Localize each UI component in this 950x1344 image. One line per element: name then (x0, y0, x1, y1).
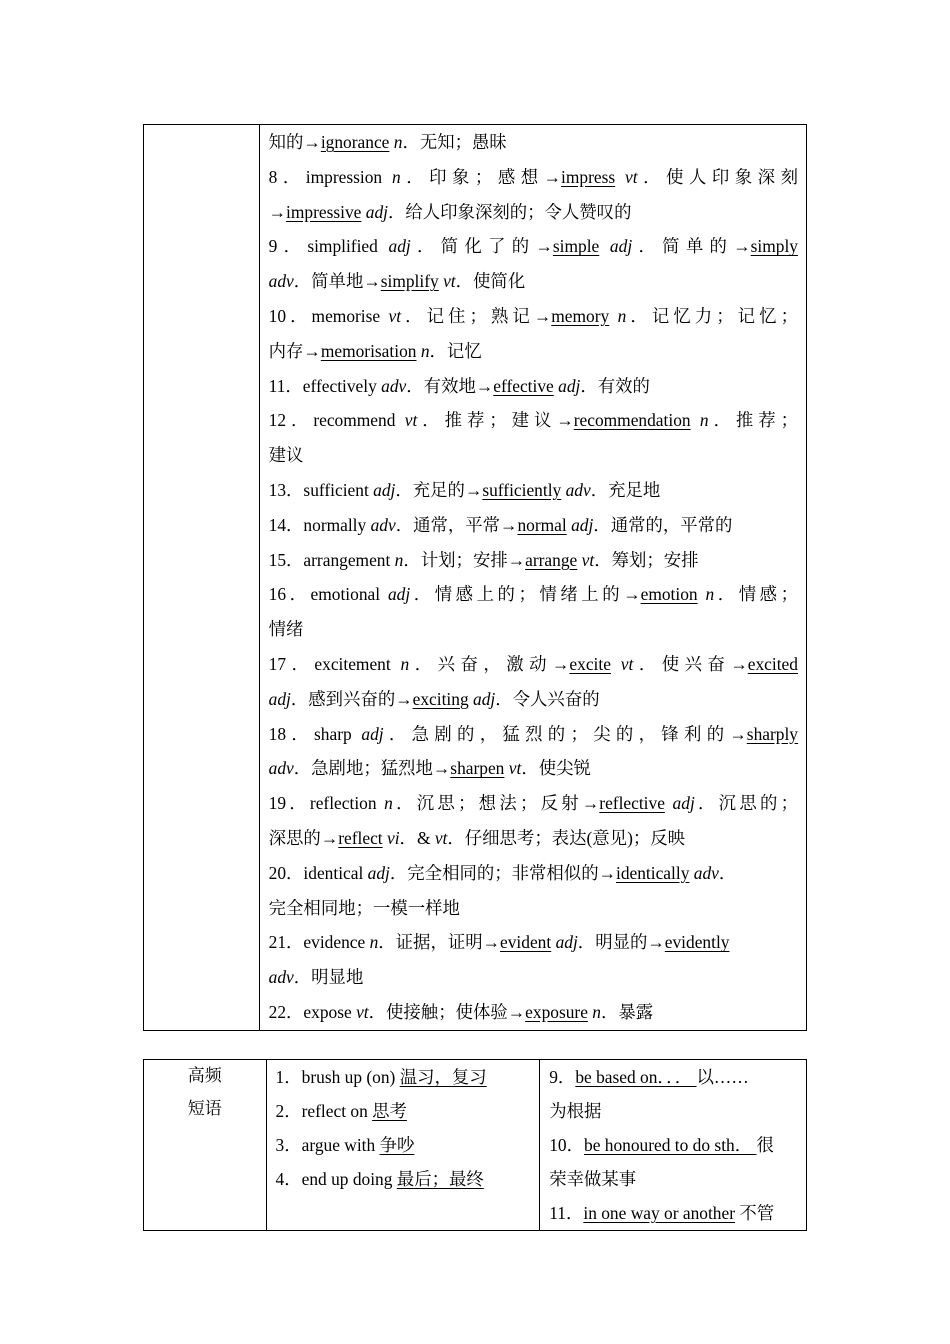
text-segment: 很 (756, 1135, 774, 1155)
text-segment: 8．impression (268, 166, 392, 187)
text-segment: ．推荐；建议→ (417, 410, 574, 431)
vocab-line (269, 856, 798, 891)
vocabulary-table (143, 124, 807, 1031)
text-segment: ．充足地 (590, 479, 661, 500)
phrase-line (549, 1128, 798, 1162)
text-segment: 不管 (735, 1203, 775, 1223)
vocab-line (269, 751, 798, 786)
text-segment: ．仔细思考；表达(意见)；反映 (447, 827, 686, 848)
text-segment: 1．brush up (on) (275, 1067, 400, 1087)
vocab-line (269, 369, 798, 404)
text-segment: 15．arrangement (268, 549, 395, 570)
phrase-line (276, 1094, 532, 1128)
answer-blank: identically (615, 862, 690, 883)
text-segment: 11．effectively (268, 375, 382, 396)
text-segment: 情绪 (268, 619, 304, 640)
phrase-line (276, 1060, 532, 1094)
part-of-speech: adv (268, 967, 294, 988)
part-of-speech: adj (473, 688, 496, 709)
answer-blank: memory (551, 305, 610, 326)
part-of-speech: adj (361, 723, 384, 744)
text-segment: ．完全相同的；非常相似的→ (389, 862, 616, 883)
part-of-speech: adj (387, 584, 411, 605)
text-segment: ．情感； (714, 584, 798, 605)
vocab-line (269, 334, 798, 369)
answer-blank: evidently (664, 932, 730, 953)
part-of-speech: vt (404, 410, 418, 431)
vocab-line (269, 647, 798, 682)
answer-blank: in one way or another (583, 1203, 735, 1223)
text-segment: ．感到兴奋的→ (290, 688, 413, 709)
text-segment: ．记住；熟记→ (401, 305, 552, 326)
part-of-speech: vt (443, 271, 456, 292)
part-of-speech: vt (434, 827, 448, 848)
answer-blank: recommendation (573, 410, 691, 431)
part-of-speech: n (391, 166, 401, 187)
text-segment: ．通常，平常→ (395, 514, 518, 535)
text-segment: ．印象；感想→ (400, 166, 562, 187)
text-segment: ．通常的，平常的 (593, 514, 733, 535)
phrase-line (276, 1162, 532, 1196)
part-of-speech: n (394, 549, 404, 570)
text-segment (698, 584, 706, 604)
vocab-content-cell (259, 125, 806, 1031)
vocab-line (269, 925, 798, 960)
part-of-speech: adv (693, 862, 719, 883)
text-segment: 12．recommend (268, 410, 405, 431)
text-segment: 建议 (268, 445, 304, 466)
phrases-right-cell (540, 1060, 807, 1231)
part-of-speech: vt (508, 758, 522, 779)
text-segment (691, 410, 700, 430)
answer-blank: simplify (380, 271, 439, 292)
text-segment (609, 306, 617, 326)
text-segment: 10． (549, 1135, 585, 1155)
part-of-speech: adj (367, 862, 390, 883)
vocab-line (269, 264, 798, 299)
vocab-label-cell (144, 125, 260, 1031)
text-segment: ．充足的→ (395, 479, 483, 500)
vocab-line (269, 473, 798, 508)
text-segment: ．简单的→ (632, 236, 751, 257)
phrase-list-left (276, 1060, 532, 1196)
answer-blank: simply (750, 236, 798, 257)
text-segment: ．令人兴奋的 (495, 688, 600, 709)
answer-blank: be honoured to do sth． (584, 1135, 757, 1155)
answer-blank: 温习，复习 (399, 1067, 487, 1087)
answer-blank: impressive (286, 201, 362, 222)
text-segment (611, 654, 621, 674)
part-of-speech: vt (625, 166, 638, 187)
answer-blank: simple (552, 236, 600, 257)
answer-blank: excite (569, 653, 611, 674)
answer-blank: exciting (412, 688, 469, 709)
part-of-speech: adj (609, 236, 633, 257)
text-segment: ．简化了的→ (410, 236, 553, 257)
text-segment: ．使尖锐 (521, 758, 591, 779)
part-of-speech: n (699, 410, 709, 431)
answer-blank: ignorance (320, 132, 390, 152)
phrases-label-line1: 高频 (187, 1066, 222, 1086)
text-segment: 17．excitement (268, 653, 401, 674)
vocab-line (269, 125, 798, 160)
phrase-line (549, 1196, 798, 1230)
part-of-speech: vt (581, 549, 595, 570)
text-segment: ．& (399, 827, 435, 848)
text-segment: ．无知；愚昧 (402, 132, 507, 152)
text-segment: ．筹划；安排 (594, 549, 699, 570)
text-segment: 20．identical (268, 862, 368, 883)
answer-blank: impress (561, 166, 616, 187)
text-segment: ．急剧的，猛烈的；尖的，锋利的→ (383, 723, 747, 744)
text-segment: ．使人印象深刻 (637, 166, 798, 187)
text-segment: ．记忆力；记忆； (626, 305, 798, 326)
text-segment: ．明显的→ (577, 932, 665, 953)
answer-blank: arrange (525, 549, 578, 570)
part-of-speech: n (617, 305, 627, 326)
phrase-line (549, 1094, 798, 1128)
text-segment: 9．simplified (268, 236, 389, 257)
vocab-line (269, 438, 798, 473)
part-of-speech: adj (558, 375, 581, 396)
vocab-line (269, 786, 798, 821)
part-of-speech: n (705, 584, 715, 605)
part-of-speech: adj (555, 932, 578, 953)
part-of-speech: vi (386, 827, 400, 848)
text-segment: 荣幸做某事 (549, 1169, 637, 1189)
text-segment (665, 793, 673, 813)
answer-blank: reflective (599, 793, 665, 814)
vocab-line (269, 717, 798, 752)
vocab-line (269, 508, 798, 543)
text-segment: 完全相同地；一模一样地 (268, 897, 460, 918)
part-of-speech: n (393, 132, 403, 152)
answer-blank: exposure (525, 1001, 588, 1022)
text-segment: ．使兴奋→ (633, 653, 748, 674)
vocab-line (269, 995, 798, 1030)
vocab-line (269, 229, 798, 264)
text-segment: ．沉思的； (694, 793, 798, 814)
answer-blank: excited (747, 653, 798, 674)
text-segment: 18．sharp (268, 723, 362, 744)
answer-blank: 思考 (372, 1101, 407, 1121)
answer-blank: be based on．．． (575, 1067, 697, 1087)
phrases-label-line2: 短语 (187, 1099, 222, 1119)
text-segment: 11． (549, 1203, 584, 1223)
vocab-line (269, 821, 798, 856)
answer-blank: emotion (640, 584, 698, 605)
part-of-speech: adv (268, 271, 294, 292)
text-segment: → (268, 201, 287, 222)
text-segment: 为根据 (549, 1101, 602, 1121)
part-of-speech: n (384, 793, 393, 814)
text-segment: 16．emotional (268, 584, 388, 605)
text-segment: 10．memorise (268, 305, 389, 326)
text-segment: 知的→ (268, 132, 321, 152)
vocab-line (269, 160, 798, 195)
part-of-speech: adj (268, 688, 291, 709)
text-segment: ．急剧地；猛烈地→ (293, 758, 451, 779)
text-segment: 以…… (696, 1067, 749, 1087)
phrase-line (549, 1162, 798, 1196)
text-segment: 内存→ (268, 340, 321, 361)
part-of-speech: adv (370, 514, 396, 535)
vocab-line (269, 195, 798, 230)
text-segment: ．沉思；想法；反射→ (392, 793, 600, 814)
text-segment: ．明显地 (293, 967, 364, 988)
text-segment: ．使接触；使体验→ (368, 1001, 526, 1022)
vocab-line (269, 891, 798, 926)
vocab-line (269, 403, 798, 438)
text-segment: 21．evidence (268, 932, 370, 953)
part-of-speech: adj (388, 236, 411, 257)
text-segment (615, 167, 625, 187)
phrases-label-cell (144, 1060, 267, 1231)
text-segment: ．情感上的；情绪上的→ (410, 584, 641, 605)
answer-blank: normal (517, 514, 567, 535)
part-of-speech: adj (672, 793, 695, 814)
text-segment: 14．normally (268, 514, 371, 535)
text-segment: ．兴奋，激动→ (409, 653, 570, 674)
answer-blank: memorisation (320, 340, 417, 361)
vocab-line (269, 612, 798, 647)
phrases-left-cell (266, 1060, 540, 1231)
answer-blank: sharply (746, 723, 798, 744)
part-of-speech: adv (268, 758, 294, 779)
phrase-list-right (549, 1060, 798, 1230)
answer-blank: 最后；最终 (396, 1169, 484, 1189)
phrases-table (143, 1059, 807, 1231)
text-segment: ．计划；安排→ (403, 549, 526, 570)
part-of-speech: adj (571, 514, 594, 535)
text-segment: 13．sufficient (268, 479, 374, 500)
text-segment: ． (718, 862, 737, 883)
part-of-speech: vt (388, 305, 402, 326)
text-segment: 3．argue with (275, 1135, 380, 1155)
text-segment: ．记忆 (429, 340, 482, 361)
text-segment: ．暴露 (601, 1001, 654, 1022)
text-segment: ．简单地→ (293, 271, 381, 292)
text-segment: ．使简化 (455, 271, 526, 292)
part-of-speech: adv (565, 479, 591, 500)
vocab-line (269, 577, 798, 612)
part-of-speech: adv (381, 375, 407, 396)
answer-blank: reflect (338, 827, 383, 848)
part-of-speech: adj (373, 479, 396, 500)
text-segment: ．有效的 (580, 375, 650, 396)
part-of-speech: adj (365, 201, 388, 222)
text-segment: 深思的→ (268, 827, 339, 848)
vocab-line (269, 960, 798, 995)
vocab-line (269, 543, 798, 578)
text-segment: ．推荐； (708, 410, 798, 431)
part-of-speech: vt (356, 1001, 369, 1022)
part-of-speech: n (369, 932, 379, 953)
text-segment (599, 236, 610, 256)
text-segment: ．证据，证明→ (378, 932, 501, 953)
part-of-speech: n (400, 653, 410, 674)
answer-blank: sufficiently (482, 479, 562, 500)
text-segment: 9． (549, 1067, 576, 1087)
text-segment: 4．end up doing (275, 1169, 397, 1189)
answer-blank: 争吵 (379, 1135, 415, 1155)
vocab-line-list (269, 125, 798, 1030)
phrase-line (549, 1060, 798, 1094)
vocab-line (269, 682, 798, 717)
part-of-speech: n (420, 340, 430, 361)
text-segment: 2．reflect on (275, 1101, 373, 1121)
text-segment: ．给人印象深刻的；令人赞叹的 (387, 201, 632, 222)
phrase-line (276, 1128, 532, 1162)
part-of-speech: vt (620, 653, 634, 674)
text-segment: 19．reflection (268, 793, 385, 814)
answer-blank: effective (493, 375, 554, 396)
text-segment: 22．expose (268, 1001, 357, 1022)
answer-blank: evident (500, 932, 552, 953)
vocab-line (269, 299, 798, 334)
text-segment: ．有效地→ (406, 375, 494, 396)
part-of-speech: n (592, 1001, 601, 1022)
answer-blank: sharpen (450, 758, 505, 779)
